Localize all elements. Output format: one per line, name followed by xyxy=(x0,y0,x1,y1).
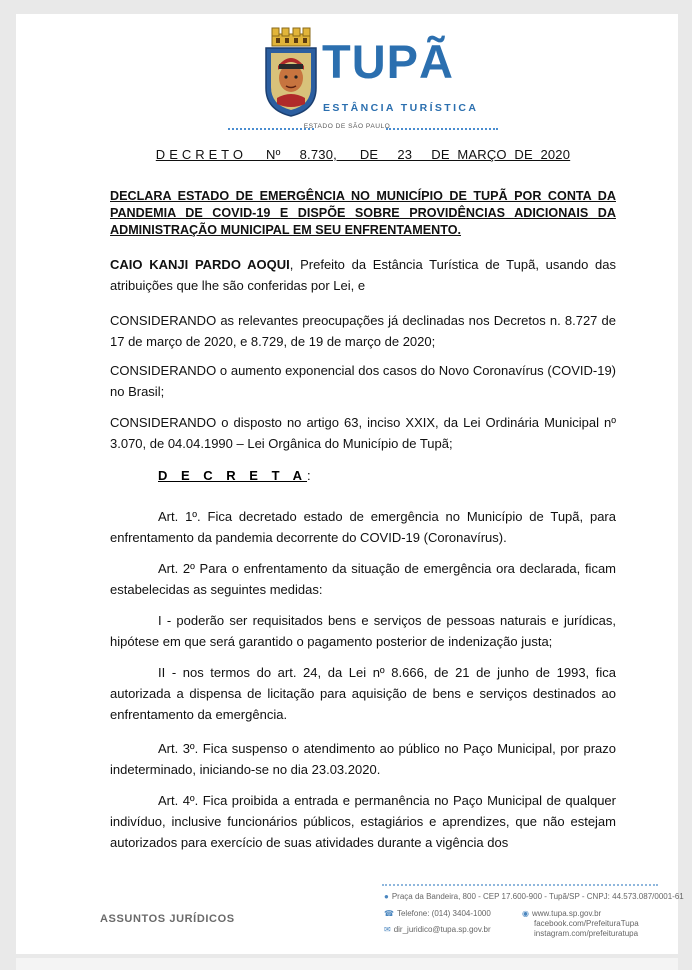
article-3: Art. 3º. Fica suspenso o atendimento ao público no Paço Municipal, por prazo indeterminado, iniciando-se no dia 23.03.2020. xyxy=(110,741,616,777)
footer-website[interactable]: ◉ www.tupa.sp.gov.br xyxy=(522,909,602,918)
document-page xyxy=(16,14,684,954)
decreta-colon: : xyxy=(307,468,311,483)
decreta-heading xyxy=(158,468,311,483)
footer-divider xyxy=(382,884,658,886)
department-label: ASSUNTOS JURÍDICOS xyxy=(100,913,235,925)
divider-right xyxy=(386,128,498,130)
considerando-1: CONSIDERANDO as relevantes preocupações já declinadas nos Decretos n. 8.727 de 17 de março de 2020, e 8.729, de 19 de março de 2020; xyxy=(110,313,616,349)
brand-subtitle: ESTÂNCIA TURÍSTICA xyxy=(323,102,479,114)
state-label: ESTADO DE SÃO PAULO xyxy=(303,123,391,130)
city-crest-icon xyxy=(262,26,320,118)
brand-name: TUPÃ xyxy=(322,35,454,88)
considerando-3: CONSIDERANDO o disposto no artigo 63, inciso XXIX, da Lei Ordinária Municipal nº 3.070, de 04.04.1990 – Lei Orgânica do Município de Tupã; xyxy=(110,415,616,451)
phone-icon: ☎ xyxy=(384,909,394,918)
mayor-name: CAIO KANJI PARDO AOQUI xyxy=(110,257,290,272)
footer-instagram[interactable]: instagram.com/prefeituratupa xyxy=(534,929,639,938)
article-2: Art. 2º Para o enfrentamento da situação de emergência ora declarada, ficam estabelecidas as seguintes medidas: xyxy=(110,561,616,597)
preamble xyxy=(110,254,616,296)
footer-facebook[interactable]: facebook.com/PrefeituraTupa xyxy=(534,919,639,928)
preamble-text: , Prefeito da Estância Turística de Tupã, usando das atribuições que lhe são conferidas por Lei, e xyxy=(110,257,616,293)
article-4: Art. 4º. Fica proibida a entrada e permanência no Paço Municipal de qualquer indivíduo, inclusive funcionários públicos, estagiários e aprendizes, que não estejam autorizados para exercício de suas atividades durante a vigência dos xyxy=(110,793,616,850)
next-page-edge xyxy=(16,958,678,970)
decreta-word: D E C R E T A xyxy=(158,468,308,483)
footer-phone: ☎ Telefone: (014) 3404-1000 xyxy=(384,909,491,918)
location-pin-icon: ● xyxy=(384,892,389,901)
article-1: Art. 1º. Fica decretado estado de emergência no Município de Tupã, para enfrentamento da pandemia decorrente do COVID-19 (Coronavírus). xyxy=(110,509,616,545)
decree-ementa: DECLARA ESTADO DE EMERGÊNCIA NO MUNICÍPIO DE TUPÃ POR CONTA DA PANDEMIA DE COVID-19 E DISPÕE SOBRE PROVIDÊNCIAS ADICIONAIS DA ADMINISTRAÇÃO MUNICIPAL EM SEU ENFRENTAMENTO. xyxy=(110,189,616,237)
mail-icon: ✉ xyxy=(384,925,391,934)
footer-email[interactable]: ✉ dir_juridico@tupa.sp.gov.br xyxy=(384,925,491,934)
letterhead xyxy=(16,26,678,138)
article-2-item-1: I - poderão ser requisitados bens e serviços de pessoas naturais e jurídicas, hipótese em que será garantido o pagamento posterior de indenização justa; xyxy=(110,613,616,649)
decree-title: D E C R E T O Nº 8.730, DE 23 DE MARÇO DE 2020 xyxy=(155,147,571,162)
footer-address: ● Praça da Bandeira, 800 - CEP 17.600-900 - Tupã/SP - CNPJ: 44.573.087/0001-61 xyxy=(384,892,684,901)
article-2-item-2: II - nos termos do art. 24, da Lei nº 8.666, de 21 de junho de 1993, fica autorizada a dispensa de licitação para aquisição de bens e serviços destinados ao enfrentamento da emergência. xyxy=(110,665,616,722)
considerando-2: CONSIDERANDO o aumento exponencial dos casos do Novo Coronavírus (COVID-19) no Brasil; xyxy=(110,363,616,399)
globe-icon: ◉ xyxy=(522,909,529,918)
